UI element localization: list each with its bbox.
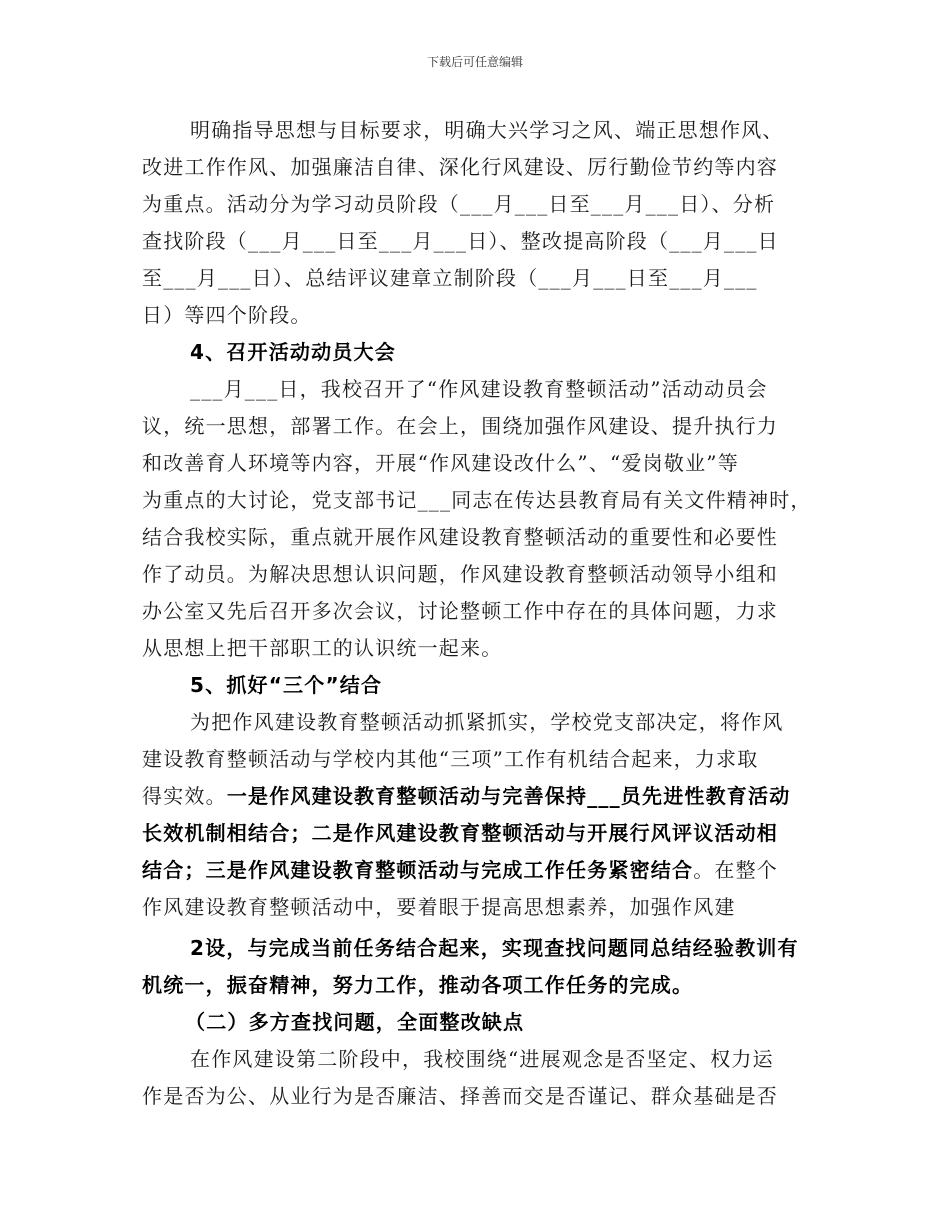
page-header: 下载后可任意编辑: [426, 55, 523, 69]
text-line: 建设教育整顿活动与学校内其他“三项”工作有机结合起来，力求取: [142, 747, 759, 771]
text-line: [142, 858, 778, 882]
text-line: 议，统一思想，部署工作。在会上，围绕加强作风建设、提升执行力: [142, 414, 778, 438]
text-line: 明确指导思想与目标要求，明确大兴学习之风、端正思想作风、: [190, 118, 784, 142]
text-line: 作了动员。为解决思想认识问题，作风建设教育整顿活动领导小组和: [142, 562, 778, 586]
bold-text-segment: 结合；三是作风建设教育整顿活动与完成工作任务紧密结合: [142, 858, 694, 882]
text-line: 为重点。活动分为学习动员阶段（___月___日至___月___日）、分析: [142, 192, 776, 216]
text-line: 为重点的大讨论，党支部书记___同志在传达县教育局有关文件精神时，: [142, 488, 812, 512]
text-line: ___月___日，我校召开了“作风建设教育整顿活动”活动动员会: [190, 377, 768, 401]
bold-text-line: 机统一，振奋精神，努力工作，推动各项工作任务的完成。: [142, 973, 694, 997]
text-segment: 得实效。: [142, 784, 227, 808]
text-line: 查找阶段（___月___日至___月___日）、整改提高阶段（___月___日: [142, 229, 779, 253]
text-line: 从思想上把干部职工的认识统一起来。: [142, 636, 503, 660]
text-line: 在作风建设第二阶段中，我校围绕“进展观念是否坚定、权力运: [190, 1047, 774, 1071]
section-heading: 4、召开活动动员大会: [190, 340, 396, 364]
text-line: 作风建设教育整顿活动中，要着眼于提高思想素养，加强作风建: [142, 895, 736, 919]
text-line: 办公室又先后召开多次会议，讨论整顿工作中存在的具体问题，力求: [142, 599, 778, 623]
text-line: 至___月___日）、总结评议建章立制阶段（___月___日至___月___: [142, 266, 758, 290]
section-heading: 5、抓好“三个”结合: [190, 673, 383, 697]
bold-text-line: 长效机制相结合；二是作风建设教育整顿活动与开展行风评议活动相: [142, 821, 778, 845]
text-line: 作是否为公、从业行为是否廉洁、择善而交是否谨记、群众基础是否: [142, 1084, 778, 1108]
text-line: 和改善育人环境等内容，开展“作风建设改什么”、“爱岗敬业”等: [142, 451, 739, 475]
bold-text-segment: 一是作风建设教育整顿活动与完善保持___员先进性教育活动: [226, 784, 791, 808]
text-line: 结合我校实际，重点就开展作风建设教育整顿活动的重要性和必要性: [142, 525, 778, 549]
text-line: [142, 784, 790, 808]
text-segment: 。在整个: [693, 858, 779, 882]
bold-text-line: 2设，与完成当前任务结合起来，实现查找问题同总结经验教训有: [190, 936, 799, 960]
text-line: 日）等四个阶段。: [142, 303, 312, 327]
section-heading: （二）多方查找问题，全面整改缺点: [185, 1010, 525, 1034]
text-line: 为把作风建设教育整顿活动抓紧抓实，学校党支部决定，将作风: [190, 710, 784, 734]
text-line: 改进工作作风、加强廉洁自律、深化行风建设、厉行勤俭节约等内容: [142, 155, 778, 179]
